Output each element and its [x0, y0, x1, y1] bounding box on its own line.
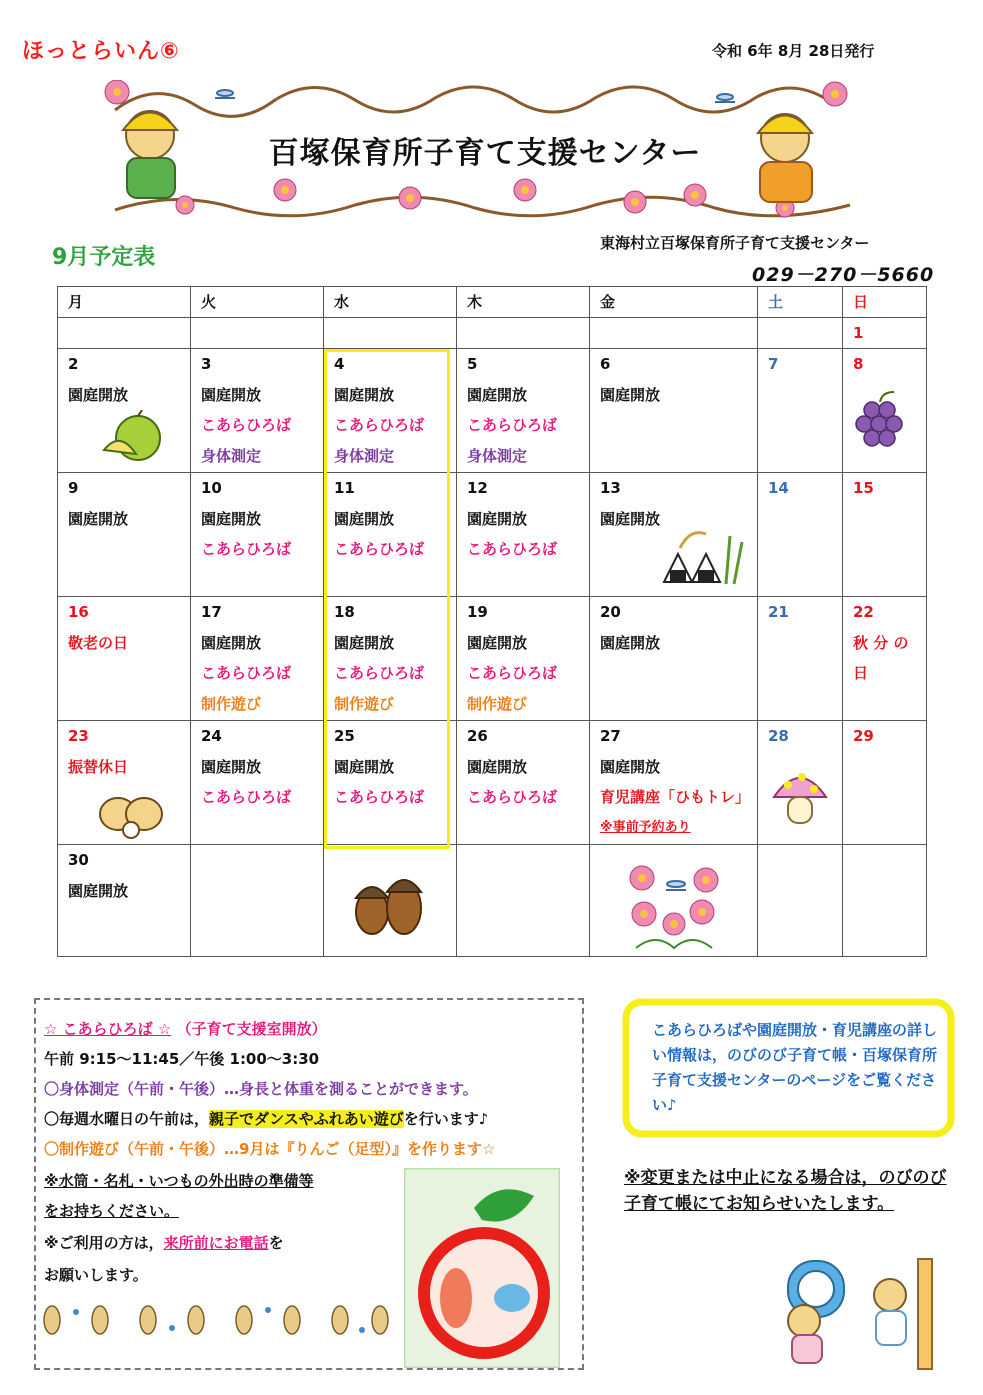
day-cell: [191, 473, 324, 597]
event-koala: こあらひろば: [334, 540, 425, 558]
event-garden: 園庭開放: [600, 385, 661, 404]
koala-hours: 午前 9:15～11:45／午後 1:00～3:30: [44, 1050, 320, 1068]
event-garden: 園庭開放: [334, 509, 395, 528]
call-post: を: [268, 1234, 284, 1252]
day-cell: [191, 318, 324, 349]
day-cell: [758, 349, 843, 473]
holiday-label: 振替休日: [68, 757, 129, 776]
day-number: 7: [768, 355, 779, 373]
month-title: 9月予定表: [52, 245, 156, 270]
event-koala: こあらひろば: [467, 540, 558, 558]
weekday-sun: 日: [843, 287, 927, 318]
event-garden: 園庭開放: [467, 757, 528, 776]
wednesday-highlight-text: 親子でダンスやふれあい遊び: [209, 1110, 404, 1128]
day-number: 12: [467, 479, 488, 497]
org-name: 東海村立百塚保育所子育て支援センター: [600, 234, 870, 252]
weekday-thu: 木: [457, 287, 590, 318]
day-cell: [191, 721, 324, 845]
koala-wednesday-row: [44, 1108, 488, 1129]
day-number: 2: [68, 355, 79, 373]
day-number: 23: [68, 727, 89, 745]
event-parenting-lecture: 育児講座「ひもトレ」: [600, 788, 751, 806]
grapes-illustration: [852, 388, 912, 454]
event-garden: 園庭開放: [467, 385, 528, 404]
cosmos-dragonfly-illustration: [626, 862, 722, 950]
koala-info-subtitle: （子育て支援室開放）: [176, 1020, 327, 1038]
day-cell: [758, 597, 843, 721]
event-garden: 園庭開放: [68, 509, 129, 528]
event-garden: 園庭開放: [334, 757, 395, 776]
calendar-week: [58, 349, 927, 473]
event-garden: 園庭開放: [201, 757, 262, 776]
holiday-label: 敬老の日: [68, 633, 129, 652]
day-number: 10: [201, 479, 222, 497]
event-garden: 園庭開放: [467, 633, 528, 652]
event-garden: 園庭開放: [334, 385, 395, 404]
day-number: 11: [334, 479, 355, 497]
event-garden: 園庭開放: [68, 881, 129, 900]
koala-info-title: ☆ こあらひろば ☆: [44, 1020, 172, 1038]
day-number: 6: [600, 355, 611, 373]
day-cell: [457, 318, 590, 349]
event-koala: こあらひろば: [201, 664, 292, 682]
day-number: 3: [201, 355, 212, 373]
day-cell: [590, 597, 758, 721]
day-cell: [843, 318, 927, 349]
day-cell: [58, 318, 191, 349]
call-ahead-line2: お願いします。: [44, 1266, 148, 1284]
koala-craft-note: 〇制作遊び（午前・午後）…9月は『りんご（足型）』を作ります☆: [44, 1140, 496, 1158]
wednesday-highlight: [324, 349, 450, 849]
day-number: 9: [68, 479, 79, 497]
event-garden: 園庭開放: [201, 385, 262, 404]
event-koala: こあらひろば: [201, 416, 292, 434]
day-number: 4: [334, 355, 345, 373]
newsletter-brand: ほっとらいん⑥: [22, 39, 180, 64]
event-koala: こあらひろば: [467, 664, 558, 682]
mushroom-illustration: [770, 765, 830, 829]
measuring-kids-illustration: [768, 1255, 943, 1370]
weekday-mon: 月: [58, 287, 191, 318]
event-koala: こあらひろば: [334, 788, 425, 806]
day-number: 17: [201, 603, 222, 621]
event-koala: こあらひろば: [334, 664, 425, 682]
reservation-note: ※事前予約あり: [600, 819, 691, 835]
center-title: 百塚保育所子育て支援センター: [268, 136, 702, 171]
acorns-illustration: [348, 868, 430, 942]
issue-date: 令和 6年 8月 28日発行: [712, 42, 875, 60]
day-number: 30: [68, 851, 89, 869]
day-cell: [590, 721, 758, 845]
calendar-week: [58, 473, 927, 597]
weekday-wed: 水: [324, 287, 457, 318]
day-cell: [843, 597, 927, 721]
day-number: 29: [853, 727, 874, 745]
day-number: 22: [853, 603, 874, 621]
calendar-week: [58, 318, 927, 349]
day-cell: [457, 473, 590, 597]
day-cell: [191, 597, 324, 721]
change-notice: ※変更または中止になる場合は，のびのび子育て帳にてお知らせいたします。: [624, 1168, 947, 1214]
calendar-week: [58, 845, 927, 957]
day-number: 14: [768, 479, 789, 497]
bring-items-line1: ※水筒・名札・いつもの外出時の準備等: [44, 1172, 314, 1190]
day-cell: [758, 473, 843, 597]
event-craft: 制作遊び: [467, 694, 528, 713]
event-garden: 園庭開放: [334, 633, 395, 652]
day-number: 27: [600, 727, 621, 745]
pear-illustration: [100, 410, 170, 466]
event-garden: 園庭開放: [68, 385, 129, 404]
call-pre: ※ご利用の方は，: [44, 1234, 164, 1252]
holiday-label: 秋 分 の: [853, 633, 909, 652]
rice-ball-illustration: [660, 528, 750, 586]
day-cell: [590, 318, 758, 349]
event-measure: 身体測定: [467, 446, 528, 465]
call-ahead-row: [44, 1232, 284, 1253]
event-measure: 身体測定: [334, 446, 395, 465]
weekday-header: [58, 287, 927, 318]
call-highlight: 来所前にお電話: [163, 1234, 269, 1252]
weekday-tue: 火: [191, 287, 324, 318]
event-garden: 園庭開放: [467, 509, 528, 528]
day-number: 21: [768, 603, 789, 621]
org-phone: 029－270－5660: [752, 264, 935, 286]
koala-measure-note: 〇身体測定（午前・午後）…身長と体重を測ることができます。: [44, 1080, 478, 1098]
apple-footprint-craft-photo: [404, 1168, 560, 1368]
day-cell: [457, 845, 590, 957]
event-koala: こあらひろば: [467, 416, 558, 434]
bring-items-line2: をお持ちください。: [44, 1202, 180, 1220]
day-cell: [843, 721, 927, 845]
day-cell: [324, 318, 457, 349]
weekday-fri: 金: [590, 287, 758, 318]
event-koala: こあらひろば: [201, 540, 292, 558]
day-number: 19: [467, 603, 488, 621]
event-koala: こあらひろば: [467, 788, 558, 806]
wednesday-pre: 〇毎週水曜日の午前は，: [44, 1110, 210, 1128]
event-garden: 園庭開放: [201, 633, 262, 652]
day-cell: [58, 845, 191, 957]
event-koala: こあらひろば: [334, 416, 425, 434]
day-cell: [58, 473, 191, 597]
day-number: 16: [68, 603, 89, 621]
event-garden: 園庭開放: [600, 633, 661, 652]
calendar-week: [58, 597, 927, 721]
day-cell: [843, 473, 927, 597]
tip-text: こあらひろばや園庭開放・育児講座の詳しい情報は，のびのび子育て帳・百塚保育所子育て支援センターのページをご覧ください♪: [652, 1021, 938, 1114]
event-garden: 園庭開放: [600, 509, 661, 528]
day-number: 5: [467, 355, 478, 373]
day-cell: [590, 349, 758, 473]
day-cell: [758, 318, 843, 349]
cicada-illustration: [96, 790, 166, 842]
day-number: 25: [334, 727, 355, 745]
peanut-border-illustration: [40, 1300, 395, 1340]
day-number: 20: [600, 603, 621, 621]
calendar-table: [57, 286, 927, 957]
day-number: 18: [334, 603, 355, 621]
event-craft: 制作遊び: [201, 694, 262, 713]
day-cell: [457, 721, 590, 845]
day-number: 28: [768, 727, 789, 745]
day-number: 24: [201, 727, 222, 745]
day-cell: [843, 845, 927, 957]
day-number: 13: [600, 479, 621, 497]
day-cell: [457, 349, 590, 473]
wednesday-post: を行います♪: [403, 1110, 489, 1128]
event-koala: こあらひろば: [201, 788, 292, 806]
day-number: 8: [853, 355, 864, 373]
event-craft: 制作遊び: [334, 694, 395, 713]
day-cell: [457, 597, 590, 721]
day-cell: [58, 597, 191, 721]
day-cell: [191, 845, 324, 957]
day-cell: [191, 349, 324, 473]
koala-info-title-row: [44, 1018, 327, 1039]
day-cell: [758, 845, 843, 957]
day-number: 15: [853, 479, 874, 497]
event-measure: 身体測定: [201, 446, 262, 465]
weekday-sat: 土: [758, 287, 843, 318]
event-garden: 園庭開放: [600, 757, 661, 776]
day-number: 1: [853, 324, 864, 342]
day-number: 26: [467, 727, 488, 745]
event-garden: 園庭開放: [201, 509, 262, 528]
holiday-label: 日: [853, 664, 869, 682]
